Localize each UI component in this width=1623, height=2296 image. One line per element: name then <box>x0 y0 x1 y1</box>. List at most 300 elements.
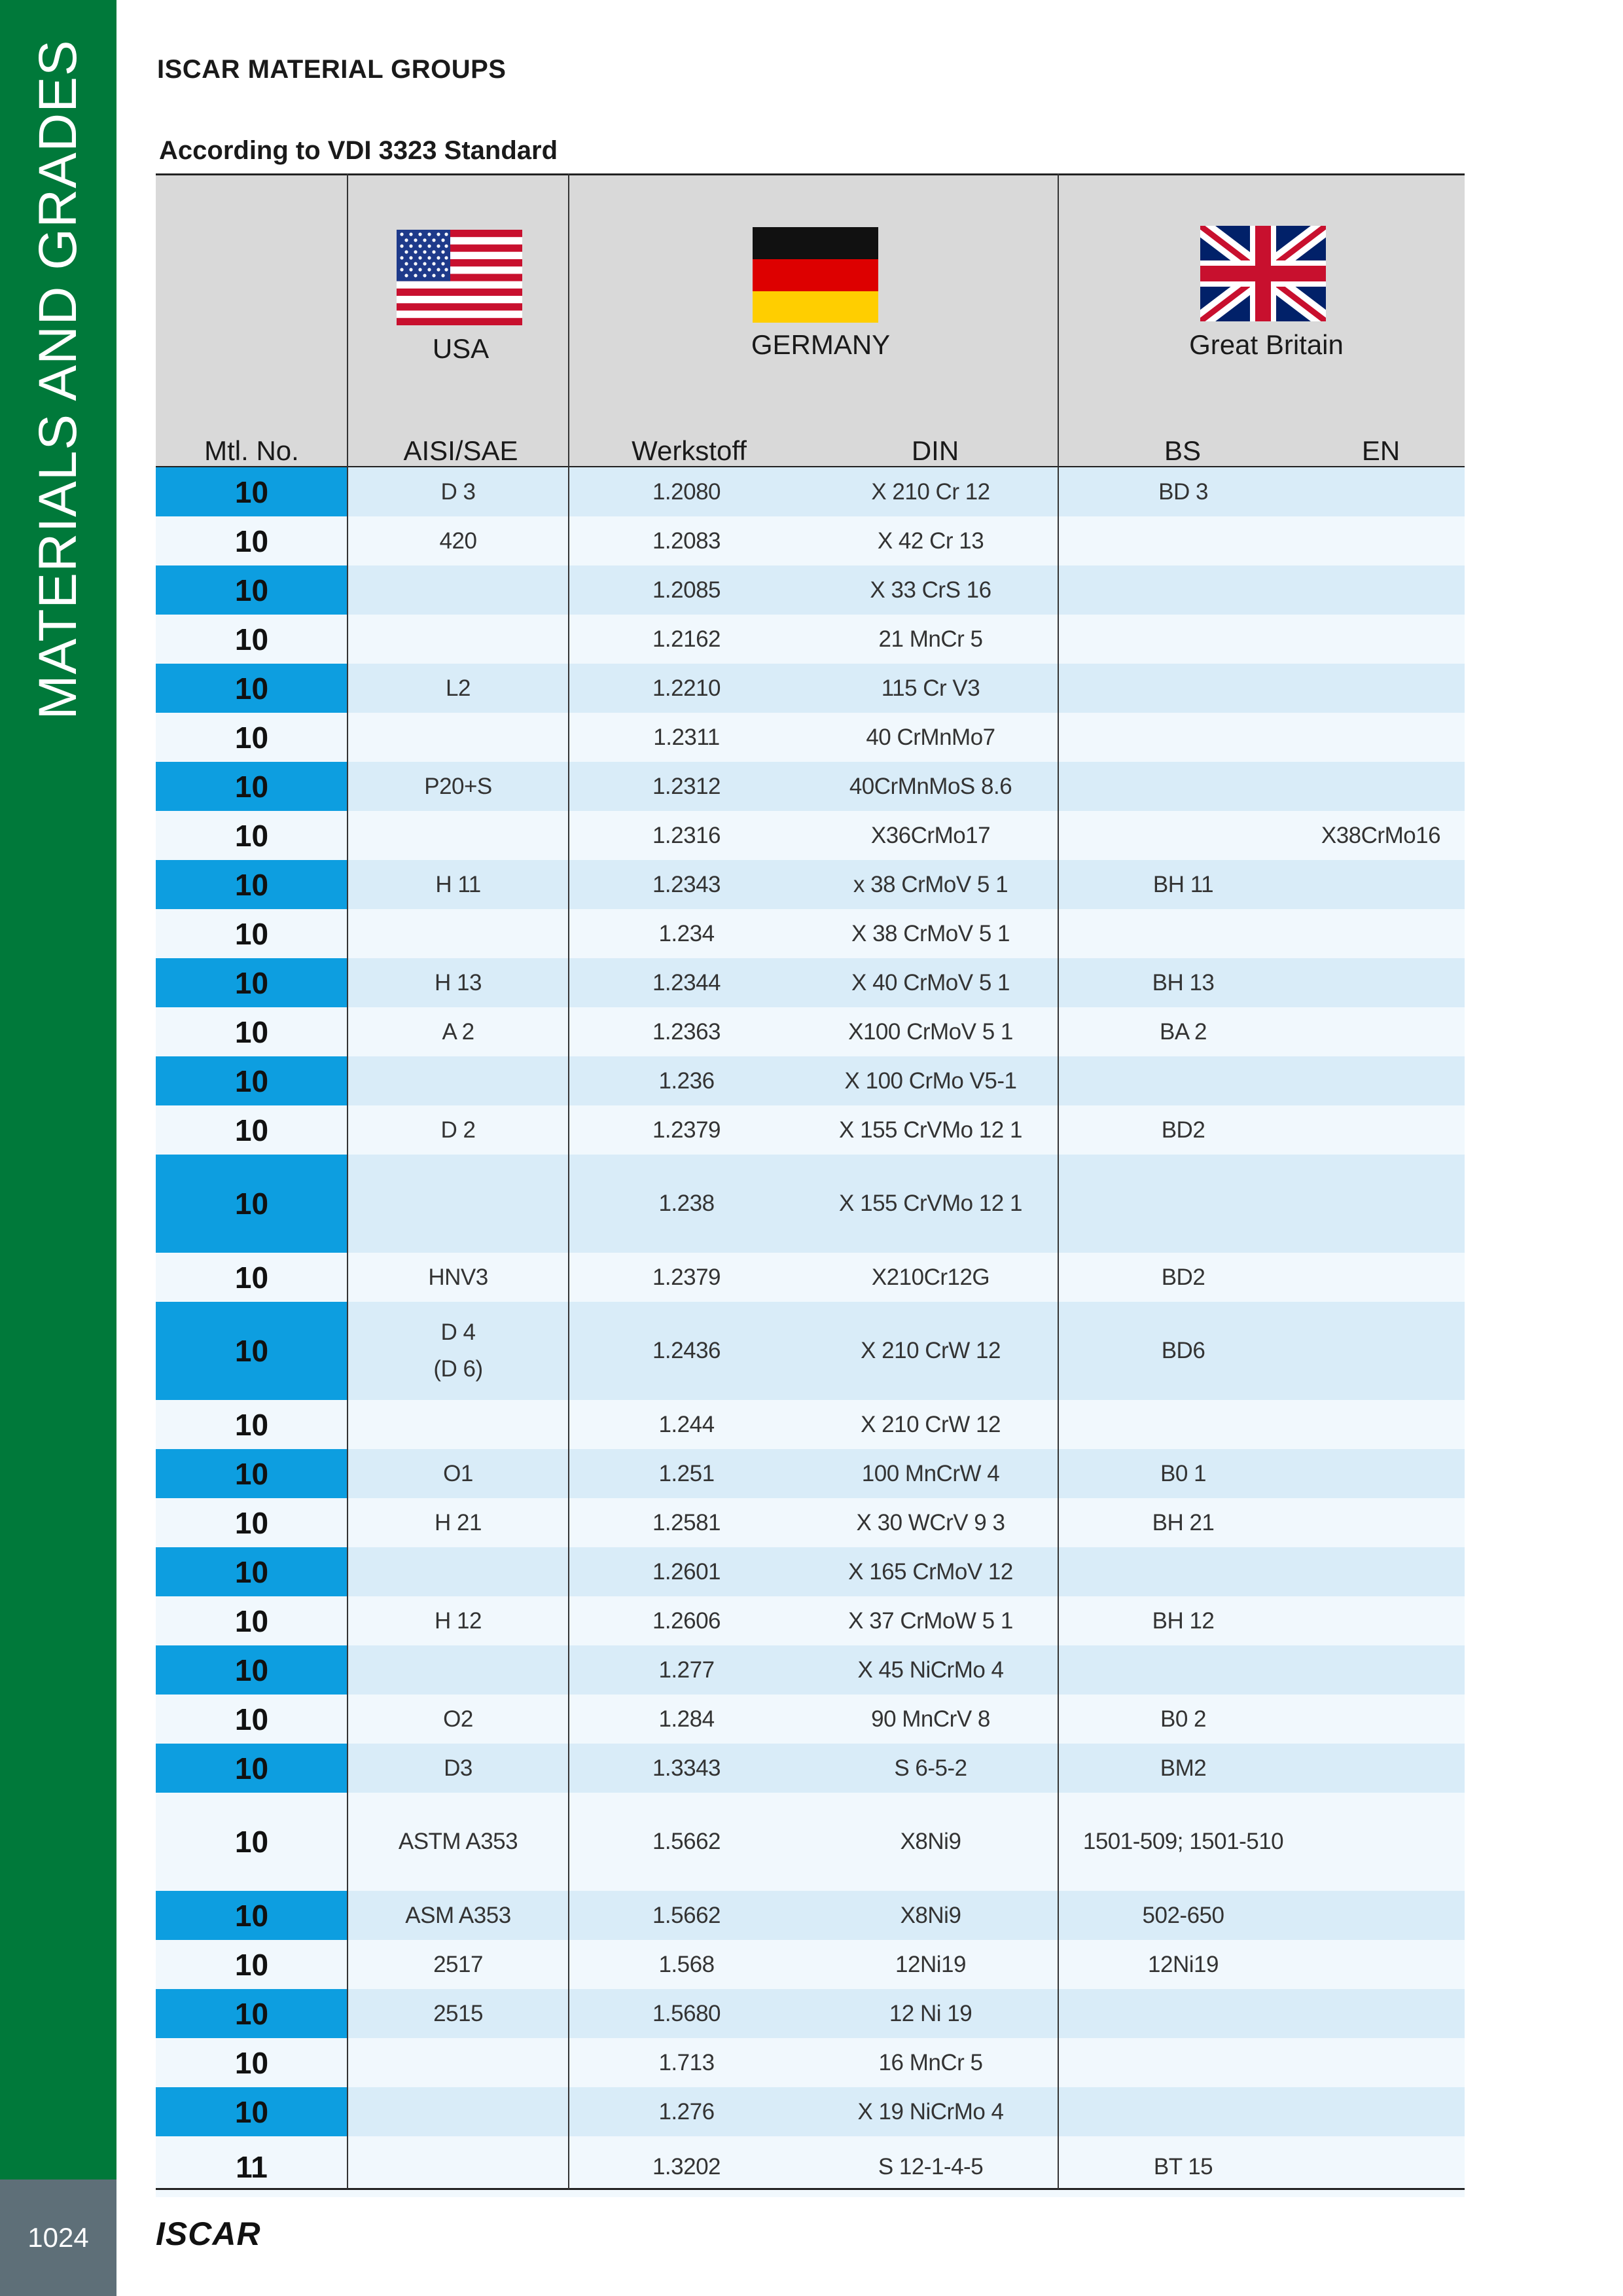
bs-value: BD2 <box>1161 1117 1205 1143</box>
din-value: X 100 CrMo V5-1 <box>844 1067 1017 1094</box>
aisi-cell <box>348 1056 568 1105</box>
table-row <box>156 860 1465 909</box>
din-value: X 45 NiCrMo 4 <box>857 1657 1004 1683</box>
din-value: S 6-5-2 <box>894 1755 967 1781</box>
table-row <box>156 2087 1465 2136</box>
din-value: 12 Ni 19 <box>889 2000 972 2026</box>
en-value: X38CrMo16 <box>1321 822 1441 848</box>
din-cell <box>804 615 1058 664</box>
werkstoff-cell <box>569 860 804 909</box>
table-row <box>156 1891 1465 1940</box>
aisi-value: H 11 <box>435 871 481 897</box>
country-usa: USA <box>432 333 490 364</box>
werkstoff-value: 1.568 <box>658 1951 715 1977</box>
werkstoff-cell <box>569 762 804 811</box>
en-cell <box>1297 811 1465 860</box>
werkstoff-cell <box>569 1940 804 1989</box>
din-cell <box>804 909 1058 958</box>
mtl-no-cell: 10 <box>156 1989 348 2038</box>
aisi-cell <box>348 2038 568 2087</box>
bs-value: BM2 <box>1160 1755 1207 1781</box>
din-value: 16 MnCr 5 <box>878 2049 983 2075</box>
en-cell <box>1297 467 1465 516</box>
din-cell <box>804 1695 1058 1744</box>
bs-cell <box>1059 909 1308 958</box>
page-title: ISCAR MATERIAL GROUPS <box>157 55 507 84</box>
werkstoff-value: 1.276 <box>658 2098 715 2125</box>
aisi-value: H 13 <box>435 969 482 996</box>
table-row <box>156 1400 1465 1449</box>
en-cell <box>1297 1891 1465 1940</box>
aisi-value: D3 <box>444 1755 473 1781</box>
table-row <box>156 1302 1465 1400</box>
table-row <box>156 1645 1465 1695</box>
bs-cell <box>1059 762 1308 811</box>
werkstoff-cell <box>569 1891 804 1940</box>
col-werkstoff: Werkstoff <box>632 435 747 466</box>
bs-value: BH 21 <box>1152 1509 1215 1535</box>
werkstoff-value: 1.234 <box>658 920 715 946</box>
mtl-no-cell: 10 <box>156 1645 348 1695</box>
din-cell <box>804 1989 1058 2038</box>
bs-cell <box>1059 713 1308 762</box>
table-row <box>156 1253 1465 1302</box>
din-cell <box>804 664 1058 713</box>
table-row <box>156 615 1465 664</box>
materials-table <box>156 173 1465 2189</box>
en-cell <box>1297 958 1465 1007</box>
table-row <box>156 1155 1465 1253</box>
werkstoff-cell <box>569 516 804 565</box>
werkstoff-cell <box>569 1253 804 1302</box>
din-value: X 38 CrMoV 5 1 <box>851 920 1010 946</box>
werkstoff-value: 1.2363 <box>652 1018 721 1045</box>
table-row <box>156 1547 1465 1596</box>
bs-value: 12Ni19 <box>1148 1951 1219 1977</box>
country-great-britain: Great Britain <box>1189 329 1344 360</box>
din-value: X 33 CrS 16 <box>870 577 991 603</box>
bs-cell <box>1059 1940 1308 1989</box>
mtl-no-cell: 10 <box>156 467 348 516</box>
table-row <box>156 1105 1465 1155</box>
table-row <box>156 811 1465 860</box>
aisi-cell <box>348 1695 568 1744</box>
en-cell <box>1297 762 1465 811</box>
werkstoff-cell <box>569 664 804 713</box>
table-row <box>156 1449 1465 1498</box>
din-cell <box>804 860 1058 909</box>
werkstoff-value: 1.2210 <box>652 675 721 701</box>
en-cell <box>1297 615 1465 664</box>
aisi-value: 2517 <box>433 1951 483 1977</box>
bs-cell <box>1059 1695 1308 1744</box>
aisi-value: H 12 <box>435 1607 482 1634</box>
aisi-cell <box>348 1645 568 1695</box>
aisi-cell <box>348 1596 568 1645</box>
werkstoff-value: 1.5662 <box>652 1902 721 1928</box>
aisi-cell <box>348 762 568 811</box>
en-cell <box>1297 1155 1465 1253</box>
en-cell <box>1297 565 1465 615</box>
din-value: 40 CrMnMo7 <box>866 724 995 750</box>
col-mtl-no: Mtl. No. <box>204 435 299 466</box>
din-value: X100 CrMoV 5 1 <box>848 1018 1013 1045</box>
bs-cell <box>1059 1793 1308 1891</box>
werkstoff-value: 1.2581 <box>652 1509 721 1535</box>
werkstoff-value: 1.244 <box>658 1411 715 1437</box>
mtl-no-cell: 10 <box>156 1547 348 1596</box>
din-value: X 37 CrMoW 5 1 <box>848 1607 1013 1634</box>
en-cell <box>1297 1989 1465 2038</box>
table-top-rule <box>156 173 1465 175</box>
din-cell <box>804 1547 1058 1596</box>
bs-cell <box>1059 860 1308 909</box>
bs-value: BD 3 <box>1158 478 1208 505</box>
en-cell <box>1297 1105 1465 1155</box>
en-cell <box>1297 909 1465 958</box>
werkstoff-cell <box>569 811 804 860</box>
werkstoff-value: 1.2606 <box>652 1607 721 1634</box>
uk-flag-icon <box>1200 226 1326 321</box>
mtl-no-cell: 10 <box>156 860 348 909</box>
en-cell <box>1297 1007 1465 1056</box>
bs-cell <box>1059 1547 1308 1596</box>
werkstoff-cell <box>569 1547 804 1596</box>
en-cell <box>1297 664 1465 713</box>
en-cell <box>1297 1253 1465 1302</box>
aisi-value: 420 <box>439 528 477 554</box>
mtl-no-cell: 10 <box>234 1702 269 1736</box>
en-cell <box>1297 1547 1465 1596</box>
en-cell <box>1297 1498 1465 1547</box>
din-cell <box>804 811 1058 860</box>
din-value: 100 MnCrW 4 <box>861 1460 1000 1486</box>
din-value: 90 MnCrV 8 <box>871 1706 990 1732</box>
werkstoff-cell <box>569 1645 804 1695</box>
din-value: X 155 CrVMo 12 1 <box>839 1191 1022 1216</box>
din-value: X36CrMo17 <box>870 822 991 848</box>
aisi-value: P20+S <box>424 773 492 799</box>
mtl-no-cell: 10 <box>234 1014 269 1049</box>
table-row <box>156 1695 1465 1744</box>
en-cell <box>1297 713 1465 762</box>
werkstoff-cell <box>569 1007 804 1056</box>
werkstoff-value: 1.284 <box>658 1706 715 1732</box>
din-cell <box>804 958 1058 1007</box>
din-value: 115 Cr V3 <box>881 675 980 701</box>
bs-value: BA 2 <box>1160 1018 1207 1045</box>
werkstoff-value: 1.251 <box>658 1460 715 1486</box>
divider-1 <box>347 173 348 2189</box>
din-cell <box>804 565 1058 615</box>
country-germany: GERMANY <box>751 329 891 360</box>
table-row <box>156 762 1465 811</box>
werkstoff-cell <box>569 909 804 958</box>
din-cell <box>804 1400 1058 1449</box>
bs-value: B0 2 <box>1160 1706 1206 1732</box>
footer-logo: ISCAR <box>156 2215 261 2252</box>
table-header <box>156 173 1465 467</box>
bs-value: BT 15 <box>1153 2153 1213 2179</box>
aisi-cell <box>348 1989 568 2038</box>
en-cell <box>1297 1056 1465 1105</box>
mtl-no-cell: 10 <box>234 1260 269 1295</box>
aisi-cell <box>348 1253 568 1302</box>
din-cell <box>804 1302 1058 1400</box>
werkstoff-value: 1.2344 <box>652 969 721 996</box>
table-row <box>156 1498 1465 1547</box>
werkstoff-cell <box>569 1302 804 1400</box>
page-subtitle: According to VDI 3323 Standard <box>159 136 558 165</box>
table-row <box>156 909 1465 958</box>
din-cell <box>804 1155 1058 1253</box>
werkstoff-value: 1.2379 <box>652 1117 721 1143</box>
mtl-no-cell: 10 <box>156 1155 348 1253</box>
bs-cell <box>1059 516 1308 565</box>
aisi-value: D 4 <box>440 1319 476 1345</box>
mtl-no-cell: 10 <box>156 1449 348 1498</box>
aisi-alt-value: (D 6) <box>433 1356 483 1382</box>
aisi-cell <box>348 1891 568 1940</box>
mtl-no-cell: 10 <box>156 958 348 1007</box>
werkstoff-cell <box>569 1105 804 1155</box>
werkstoff-cell <box>569 1744 804 1793</box>
werkstoff-value: 1.3343 <box>652 1755 721 1781</box>
bs-cell <box>1059 1302 1308 1400</box>
din-cell <box>804 1891 1058 1940</box>
bs-cell <box>1059 1056 1308 1105</box>
bs-cell <box>1059 1744 1308 1793</box>
aisi-cell <box>348 1940 568 1989</box>
werkstoff-cell <box>569 2038 804 2087</box>
table-row <box>156 1596 1465 1645</box>
werkstoff-value: 1.2085 <box>652 577 721 603</box>
aisi-value: A 2 <box>442 1018 474 1045</box>
mtl-no-cell: 10 <box>234 524 269 558</box>
table-row <box>156 565 1465 615</box>
aisi-cell <box>348 2087 568 2136</box>
werkstoff-value: 1.5662 <box>652 1829 721 1854</box>
werkstoff-value: 1.2379 <box>652 1264 721 1290</box>
mtl-no-cell: 10 <box>156 664 348 713</box>
aisi-cell <box>348 1155 568 1253</box>
din-value: 12Ni19 <box>895 1951 966 1977</box>
werkstoff-value: 1.3202 <box>652 2153 721 2179</box>
werkstoff-cell <box>569 1989 804 2038</box>
werkstoff-cell <box>569 1695 804 1744</box>
aisi-cell <box>348 516 568 565</box>
din-cell <box>804 516 1058 565</box>
din-cell <box>804 1793 1058 1891</box>
werkstoff-value: 1.5680 <box>652 2000 721 2026</box>
bs-value: BD6 <box>1161 1338 1205 1363</box>
aisi-cell <box>348 1105 568 1155</box>
aisi-cell <box>348 909 568 958</box>
aisi-cell <box>348 1744 568 1793</box>
aisi-value: ASTM A353 <box>398 1829 518 1854</box>
mtl-no-cell: 10 <box>234 1505 269 1540</box>
din-value: X 210 Cr 12 <box>871 478 990 505</box>
en-cell <box>1297 1302 1465 1400</box>
werkstoff-value: 1.713 <box>658 2049 715 2075</box>
mtl-no-cell: 10 <box>234 1947 269 1982</box>
aisi-cell <box>348 713 568 762</box>
bs-value: BH 11 <box>1152 871 1214 897</box>
en-cell <box>1297 1400 1465 1449</box>
aisi-value: H 21 <box>435 1509 482 1535</box>
werkstoff-value: 1.2436 <box>652 1338 721 1363</box>
din-value: X210Cr12G <box>871 1264 990 1290</box>
table-row <box>156 1744 1465 1793</box>
aisi-value: 2515 <box>433 2000 483 2026</box>
bs-cell <box>1059 1007 1308 1056</box>
bs-cell <box>1059 664 1308 713</box>
us-flag-icon <box>397 230 522 325</box>
werkstoff-value: 1.2083 <box>652 528 721 554</box>
aisi-value: O2 <box>443 1706 473 1732</box>
aisi-value: D 2 <box>440 1117 476 1143</box>
din-cell <box>804 1645 1058 1695</box>
bs-value: 1501-509; 1501-510 <box>1082 1829 1284 1854</box>
mtl-no-cell: 10 <box>156 1744 348 1793</box>
bs-cell <box>1059 958 1308 1007</box>
col-bs: BS <box>1164 435 1202 466</box>
table-row <box>156 958 1465 1007</box>
werkstoff-cell <box>569 615 804 664</box>
table-bottom-rule <box>156 2188 1465 2190</box>
mtl-no-cell: 10 <box>234 1113 269 1147</box>
din-cell <box>804 1253 1058 1302</box>
en-cell <box>1297 1940 1465 1989</box>
bs-cell <box>1059 1989 1308 2038</box>
col-din: DIN <box>911 435 959 466</box>
aisi-cell <box>348 615 568 664</box>
table-row <box>156 467 1465 516</box>
bs-cell <box>1059 1645 1308 1695</box>
en-cell <box>1297 1449 1465 1498</box>
aisi-cell <box>348 1498 568 1547</box>
bs-cell <box>1059 811 1308 860</box>
werkstoff-cell <box>569 1449 804 1498</box>
en-cell <box>1297 1695 1465 1744</box>
aisi-value: ASM A353 <box>405 1902 511 1928</box>
table-row <box>156 1793 1465 1891</box>
werkstoff-value: 1.236 <box>658 1067 715 1094</box>
werkstoff-value: 1.2316 <box>652 822 721 848</box>
mtl-no-cell: 10 <box>234 622 269 656</box>
mtl-no-cell: 10 <box>234 818 269 853</box>
en-cell <box>1297 860 1465 909</box>
bs-value: B0 1 <box>1160 1460 1206 1486</box>
bs-cell <box>1059 1400 1308 1449</box>
bs-cell <box>1059 1105 1308 1155</box>
mtl-no-cell: 10 <box>156 762 348 811</box>
din-value: X8Ni9 <box>900 1902 961 1928</box>
werkstoff-value: 1.2343 <box>652 871 721 897</box>
din-value: 40CrMnMoS 8.6 <box>849 773 1012 799</box>
din-value: X 42 Cr 13 <box>877 528 984 554</box>
mtl-no-cell: 10 <box>156 2087 348 2136</box>
werkstoff-cell <box>569 1155 804 1253</box>
aisi-cell <box>348 1547 568 1596</box>
din-value: x 38 CrMoV 5 1 <box>853 871 1008 897</box>
din-value: X 155 CrVMo 12 1 <box>839 1117 1022 1143</box>
din-cell <box>804 1940 1058 1989</box>
germany-flag-icon <box>753 227 878 323</box>
table-row <box>156 2038 1465 2087</box>
mtl-no-cell: 10 <box>234 2045 269 2080</box>
din-cell <box>804 1744 1058 1793</box>
werkstoff-cell <box>569 713 804 762</box>
werkstoff-value: 1.2162 <box>652 626 721 652</box>
aisi-cell <box>348 1302 568 1400</box>
table-row <box>156 1056 1465 1105</box>
bs-cell <box>1059 1449 1308 1498</box>
din-cell <box>804 2087 1058 2136</box>
din-cell <box>804 1105 1058 1155</box>
bs-cell <box>1059 565 1308 615</box>
en-cell <box>1297 1596 1465 1645</box>
sidebar-label: MATERIALS AND GRADES <box>28 39 88 720</box>
mtl-no-cell: 10 <box>234 720 269 755</box>
bs-value: BH 13 <box>1152 969 1215 996</box>
aisi-cell <box>348 1400 568 1449</box>
table-row <box>156 664 1465 713</box>
header-rule <box>156 466 1465 467</box>
din-cell <box>804 1596 1058 1645</box>
mtl-no-cell: 10 <box>234 1825 269 1859</box>
col-en: EN <box>1361 435 1400 466</box>
din-cell <box>804 1498 1058 1547</box>
mtl-no-cell: 10 <box>234 1604 269 1638</box>
werkstoff-value: 1.238 <box>658 1191 715 1216</box>
bs-value: 502-650 <box>1142 1902 1224 1928</box>
aisi-cell <box>348 958 568 1007</box>
din-value: 21 MnCr 5 <box>878 626 983 652</box>
din-value: X 210 CrW 12 <box>861 1411 1001 1437</box>
werkstoff-value: 1.277 <box>658 1657 715 1683</box>
werkstoff-value: 1.2080 <box>652 478 721 505</box>
werkstoff-cell <box>569 1596 804 1645</box>
mtl-no-cell: 10 <box>156 565 348 615</box>
en-cell <box>1297 1744 1465 1793</box>
bs-cell <box>1059 615 1308 664</box>
aisi-cell <box>348 565 568 615</box>
bs-cell <box>1059 1596 1308 1645</box>
mtl-no-cell: 10 <box>156 1056 348 1105</box>
aisi-cell <box>348 860 568 909</box>
mtl-no-cell: 10 <box>156 1302 348 1400</box>
din-value: X 30 WCrV 9 3 <box>856 1509 1005 1535</box>
mtl-no-cell: 10 <box>234 1407 269 1442</box>
en-cell <box>1297 2038 1465 2087</box>
en-cell <box>1297 2087 1465 2136</box>
bs-cell <box>1059 1155 1308 1253</box>
werkstoff-cell <box>569 1793 804 1891</box>
werkstoff-cell <box>569 958 804 1007</box>
din-cell <box>804 1449 1058 1498</box>
en-cell <box>1297 1645 1465 1695</box>
sidebar <box>0 0 116 2179</box>
aisi-value: HNV3 <box>428 1264 488 1290</box>
bs-cell <box>1059 1498 1308 1547</box>
aisi-value: D 3 <box>440 478 476 505</box>
aisi-cell <box>348 1449 568 1498</box>
bs-cell <box>1059 1253 1308 1302</box>
werkstoff-cell <box>569 2087 804 2136</box>
din-cell <box>804 1056 1058 1105</box>
din-value: X8Ni9 <box>900 1829 961 1854</box>
